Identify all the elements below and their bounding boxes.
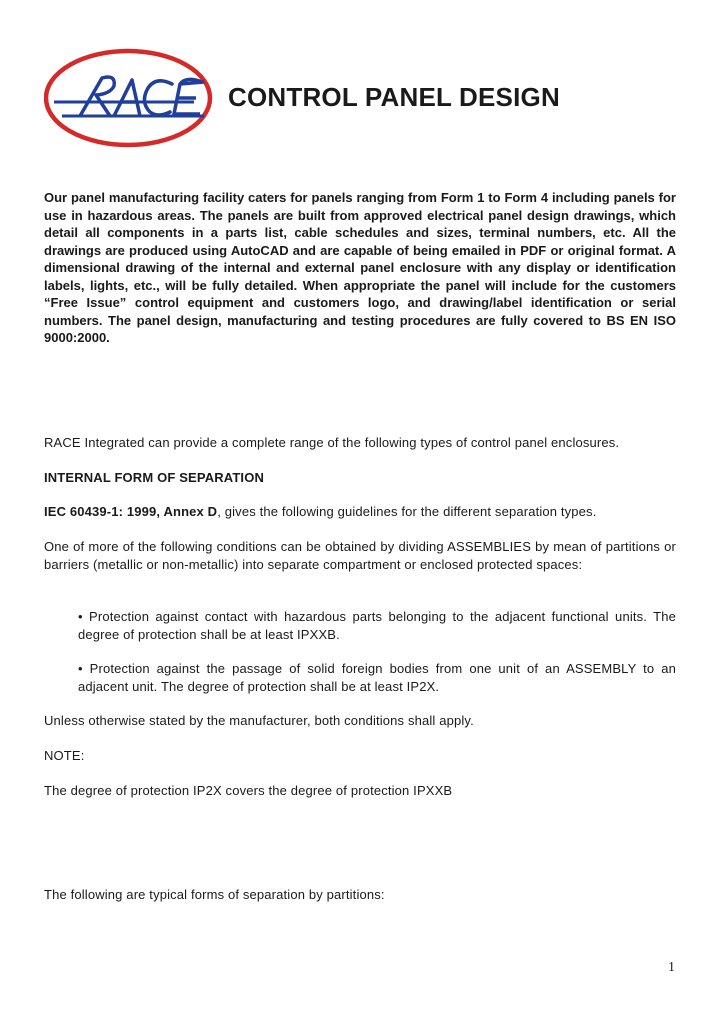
note-text: The degree of protection IP2X covers the degree of protection IPXXB xyxy=(44,783,453,798)
standard-reference: IEC 60439-1: 1999, Annex D xyxy=(44,504,218,519)
bullet-item: • Protection against contact with hazardous parts belonging to the adjacent functional units. The degree of protection shall be at least IPXXB. xyxy=(78,609,676,642)
note-label: NOTE: xyxy=(44,748,85,763)
typical-forms-paragraph: The following are typical forms of separation by partitions: xyxy=(44,887,385,902)
standard-paragraph xyxy=(44,503,676,521)
conditions-paragraph: One of more of the following conditions can be obtained by dividing ASSEMBLIES by mean of partitions or barriers (metallic or non-metallic) into separate compartment or enclosed protected spaces: xyxy=(44,539,676,572)
page-title: CONTROL PANEL DESIGN xyxy=(228,82,560,112)
intro-paragraph: Our panel manufacturing facility caters for panels ranging from Form 1 to Form 4 including panels for use in hazardous areas. The panels are built from approved electrical panel design drawings, which detail all components in a parts list, cable schedules and sizes, terminal numbers, etc. All the drawings are produced using AutoCAD and are capable of being emailed in PDF or original format. A dimensional drawing of the internal and external panel enclosure with any display or identification labels, lights, etc., will be fully detailed. When appropriate the panel will include for the customers “Free Issue” control equipment and customers logo, and drawing/label identification or serial numbers. The panel design, manufacturing and testing procedures are fully covered to BS EN ISO 9000:2000. xyxy=(44,190,676,345)
page-number: 1 xyxy=(668,960,675,975)
bullet-item: • Protection against the passage of solid foreign bodies from one unit of an ASSEMBLY to an adjacent unit. The degree of protection shall be at least IP2X. xyxy=(78,661,676,694)
unless-paragraph: Unless otherwise stated by the manufacturer, both conditions shall apply. xyxy=(44,713,474,728)
enclosures-paragraph: RACE Integrated can provide a complete range of the following types of control panel enclosures. xyxy=(44,435,620,450)
race-logo xyxy=(44,48,214,148)
standard-description: , gives the following guidelines for the different separation types. xyxy=(217,504,597,519)
section-heading: INTERNAL FORM OF SEPARATION xyxy=(44,470,264,485)
